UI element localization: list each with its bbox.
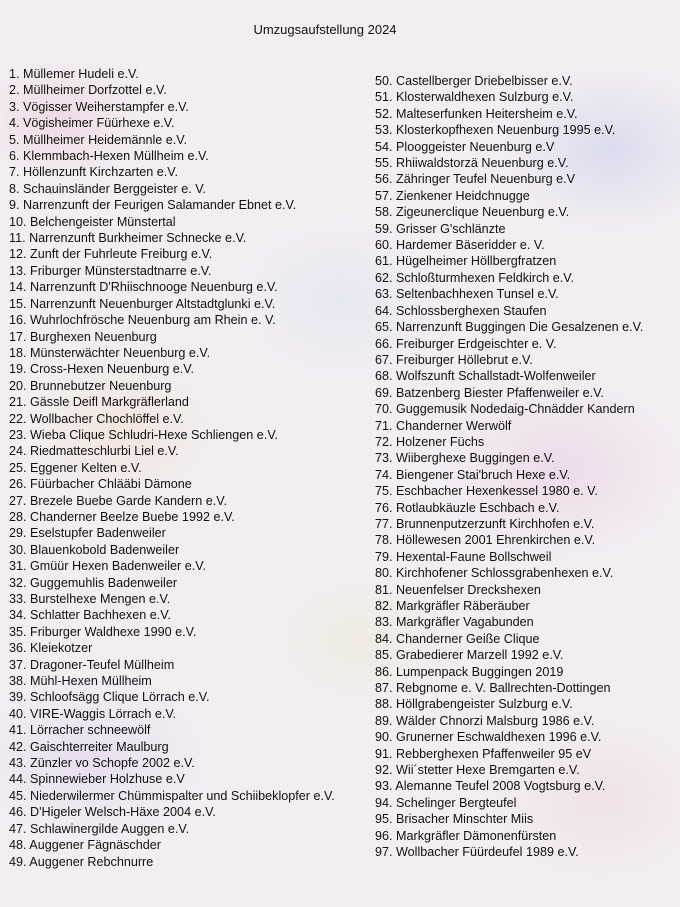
- parade-entry: 33. Burstelhexe Mengen e.V.: [9, 592, 171, 606]
- parade-entry: 26. Füürbacher Chlääbi Dämone: [9, 477, 192, 492]
- parade-entry: 57. Zienkener Heidchnugge: [375, 188, 530, 203]
- parade-entry: 67. Freiburger Höllebrut e.V.: [375, 352, 533, 367]
- parade-entry: 12. Zunft der Fuhrleute Freiburg e.V.: [9, 247, 213, 262]
- parade-entry: 70. Guggemusik Nodedaig-Chnädder Kandern: [375, 402, 635, 417]
- parade-entry: 27. Brezele Buebe Garde Kandern e.V.: [9, 493, 227, 508]
- parade-entry: 5. Müllheimer Heidemännle e.V.: [9, 132, 188, 147]
- parade-entry: 62. Schloßturmhexen Feldkirch e.V.: [375, 270, 575, 285]
- parade-entry: 63. Seltenbachhexen Tunsel e.V.: [375, 287, 559, 302]
- parade-entry: 21. Gässle Deifl Markgräflerland: [9, 395, 189, 410]
- page-title: Umzugsaufstellung 2024: [253, 22, 397, 37]
- parade-list-right: [375, 73, 643, 861]
- parade-entry: 88. Höllgrabengeister Sulzburg e.V.: [375, 697, 573, 712]
- parade-entry: 48. Auggener Fägnäschder: [9, 838, 161, 853]
- parade-entry: 32. Guggemuhlis Badenweiler: [9, 575, 178, 590]
- parade-entry: 29. Eselstupfer Badenweiler: [9, 526, 166, 541]
- parade-entry: 53. Klosterkopfhexen Neuenburg 1995 e.V.: [375, 123, 616, 138]
- parade-entry: 86. Lumpenpack Buggingen 2019: [375, 664, 564, 679]
- parade-entry: 49. Auggener Rebchnurre: [9, 854, 154, 869]
- parade-entry: 16. Wuhrlochfrösche Neuenburg am Rhein e. V.: [9, 313, 276, 328]
- parade-entry: 14. Narrenzunft D'Rhiischnooge Neuenburg e.V.: [9, 280, 278, 295]
- parade-entry: 77. Brunnenputzerzunft Kirchhofen e.V.: [375, 516, 595, 531]
- parade-entry: 83. Markgräfler Vagabunden: [375, 615, 534, 630]
- parade-entry: 81. Neuenfelser Dreckshexen: [375, 582, 541, 597]
- parade-entry: 58. Zigeunerclique Neuenburg e.V.: [375, 205, 570, 220]
- parade-entry: 23. Wieba Clique Schludri-Hexe Schliengen e.V.: [9, 427, 279, 442]
- parade-entry: 6. Klemmbach-Hexen Müllheim e.V.: [9, 149, 209, 164]
- parade-entry: 36. Kleiekotzer: [9, 641, 93, 656]
- parade-entry: 51. Klosterwaldhexen Sulzburg e.V.: [375, 90, 574, 105]
- parade-entry: 80. Kirchhofener Schlossgrabenhexen e.V.: [375, 566, 614, 581]
- parade-entry: 9. Narrenzunft der Feurigen Salamander Ebnet e.V.: [9, 198, 297, 213]
- parade-entry: 56. Zähringer Teufel Neuenburg e.V: [375, 172, 575, 187]
- parade-entry: 61. Hügelheimer Höllbergfratzen: [375, 254, 557, 269]
- parade-entry: 2. Müllheimer Dorfzottel e.V.: [9, 83, 167, 98]
- parade-entry: 28. Chanderner Beelze Buebe 1992 e.V.: [9, 509, 235, 524]
- parade-entry: 64. Schlossberghexen Staufen: [375, 303, 547, 318]
- parade-entry: 43. Zünzler vo Schopfe 2002 e.V.: [9, 756, 195, 771]
- parade-list-left: [9, 66, 335, 870]
- parade-entry: 68. Wolfszunft Schallstadt-Wolfenweiler: [375, 369, 596, 384]
- parade-entry: 7. Höllenzunft Kirchzarten e.V.: [9, 165, 178, 180]
- parade-entry: 25. Eggener Kelten e.V.: [9, 460, 142, 475]
- parade-entry: 3. Vögisser Weiherstampfer e.V.: [9, 99, 189, 114]
- parade-entry: 69. Batzenberg Biester Pfaffenweiler e.V.: [375, 385, 604, 400]
- parade-entry: 76. Rotlaubkäuzle Eschbach e.V.: [375, 500, 560, 515]
- parade-entry: 42. Gaischterreiter Maulburg: [9, 739, 169, 754]
- parade-entry: 84. Chanderner Geiße Clique: [375, 631, 540, 646]
- parade-entry: 41. Lörracher schneewölf: [9, 723, 151, 738]
- parade-entry: 91. Rebberghexen Pfaffenweiler 95 eV: [375, 746, 592, 761]
- parade-entry: 22. Wollbacher Chochlöffel e.V.: [9, 411, 184, 426]
- parade-entry: 50. Castellberger Driebelbisser e.V.: [375, 74, 573, 88]
- parade-entry: 54. Plooggeister Neuenburg e.V: [375, 139, 555, 154]
- parade-entry: 79. Hexental-Faune Bollschweil: [375, 549, 552, 564]
- parade-entry: 93. Alemanne Teufel 2008 Vogtsburg e.V.: [375, 779, 606, 794]
- parade-entry: 11. Narrenzunft Burkheimer Schnecke e.V.: [9, 231, 247, 246]
- parade-entry: 59. Grisser G'schlänzte: [375, 221, 506, 236]
- parade-entry: 92. Wii´stetter Hexe Bremgarten e.V.: [375, 763, 580, 778]
- parade-entry: 85. Grabedierer Marzell 1992 e.V.: [375, 648, 564, 663]
- parade-entry: 35. Friburger Waldhexe 1990 e.V.: [9, 624, 197, 639]
- parade-entry: 1. Müllemer Hudeli e.V.: [9, 67, 139, 81]
- parade-entry: 38. Mühl-Hexen Müllheim: [9, 674, 152, 689]
- parade-entry: 30. Blauenkobold Badenweiler: [9, 542, 180, 557]
- parade-entry: 90. Grunerner Eschwaldhexen 1996 e.V.: [375, 730, 602, 745]
- parade-entry: 10. Belchengeister Münstertal: [9, 214, 176, 229]
- parade-entry: 39. Schloofsägg Clique Lörrach e.V.: [9, 690, 210, 705]
- parade-entry: 55. Rhiiwaldstorzä Neuenburg e.V.: [375, 156, 569, 171]
- parade-entry: 40. VIRE-Waggis Lörrach e.V.: [9, 706, 177, 721]
- parade-entry: 52. Malteserfunken Heitersheim e.V.: [375, 106, 578, 121]
- parade-entry: 82. Markgräfler Räberäuber: [375, 599, 530, 613]
- parade-entry: 4. Vögisheimer Füürhexe e.V.: [9, 116, 175, 131]
- parade-entry: 75. Eschbacher Hexenkessel 1980 e. V.: [375, 484, 598, 499]
- parade-entry: 31. Gmüür Hexen Badenweiler e.V.: [9, 559, 206, 574]
- parade-entry: 20. Brunnebutzer Neuenburg: [9, 378, 172, 393]
- parade-entry: 17. Burghexen Neuenburg: [9, 329, 157, 344]
- parade-entry: 66. Freiburger Erdgeischter e. V.: [375, 336, 557, 351]
- parade-entry: 94. Schelinger Bergteufel: [375, 795, 517, 810]
- parade-entry: 96. Markgräfler Dämonenfürsten: [375, 828, 557, 843]
- parade-entry: 34. Schlatter Bachhexen e.V.: [9, 608, 171, 623]
- parade-entry: 44. Spinnewieber Holzhuse e.V: [9, 772, 185, 787]
- parade-entry: 89. Wälder Chnorzi Malsburg 1986 e.V.: [375, 713, 595, 728]
- parade-entry: 15. Narrenzunft Neuenburger Altstadtglunki e.V.: [9, 296, 276, 311]
- parade-entry: 95. Brisacher Minschter Miis: [375, 812, 534, 827]
- parade-entry: 60. Hardemer Bäseridder e. V.: [375, 238, 545, 253]
- parade-entry: 71. Chanderner Werwölf: [375, 418, 512, 433]
- parade-entry: 46. D'Higeler Welsch-Häxe 2004 e.V.: [9, 805, 216, 820]
- parade-entry: 19. Cross-Hexen Neuenburg e.V.: [9, 362, 195, 377]
- parade-entry: 74. Biengener Stai'bruch Hexe e.V.: [375, 467, 571, 482]
- parade-entry: 78. Höllewesen 2001 Ehrenkirchen e.V.: [375, 533, 596, 548]
- parade-entry: 72. Holzener Füchs: [375, 434, 485, 449]
- parade-entry: 37. Dragoner-Teufel Müllheim: [9, 657, 175, 672]
- parade-entry: 24. Riedmatteschlurbi Liel e.V.: [9, 444, 179, 459]
- parade-entry: 65. Narrenzunft Buggingen Die Gesalzenen e.V.: [375, 320, 644, 335]
- parade-entry: 45. Niederwilermer Chümmispalter und Schiibeklopfer e.V.: [9, 788, 335, 803]
- parade-entry: 18. Münsterwächter Neuenburg e.V.: [9, 345, 211, 360]
- parade-entry: 8. Schauinsländer Berggeister e. V.: [9, 181, 206, 196]
- parade-entry: 87. Rebgnome e. V. Ballrechten-Dottingen: [375, 681, 611, 696]
- parade-entry: 13. Friburger Münsterstadtnarre e.V.: [9, 263, 212, 278]
- parade-entry: 73. Wiiberghexe Buggingen e.V.: [375, 451, 555, 466]
- parade-entry: 97. Wollbacher Füürdeufel 1989 e.V.: [375, 845, 579, 860]
- parade-entry: 47. Schlawinergilde Auggen e.V.: [9, 821, 190, 836]
